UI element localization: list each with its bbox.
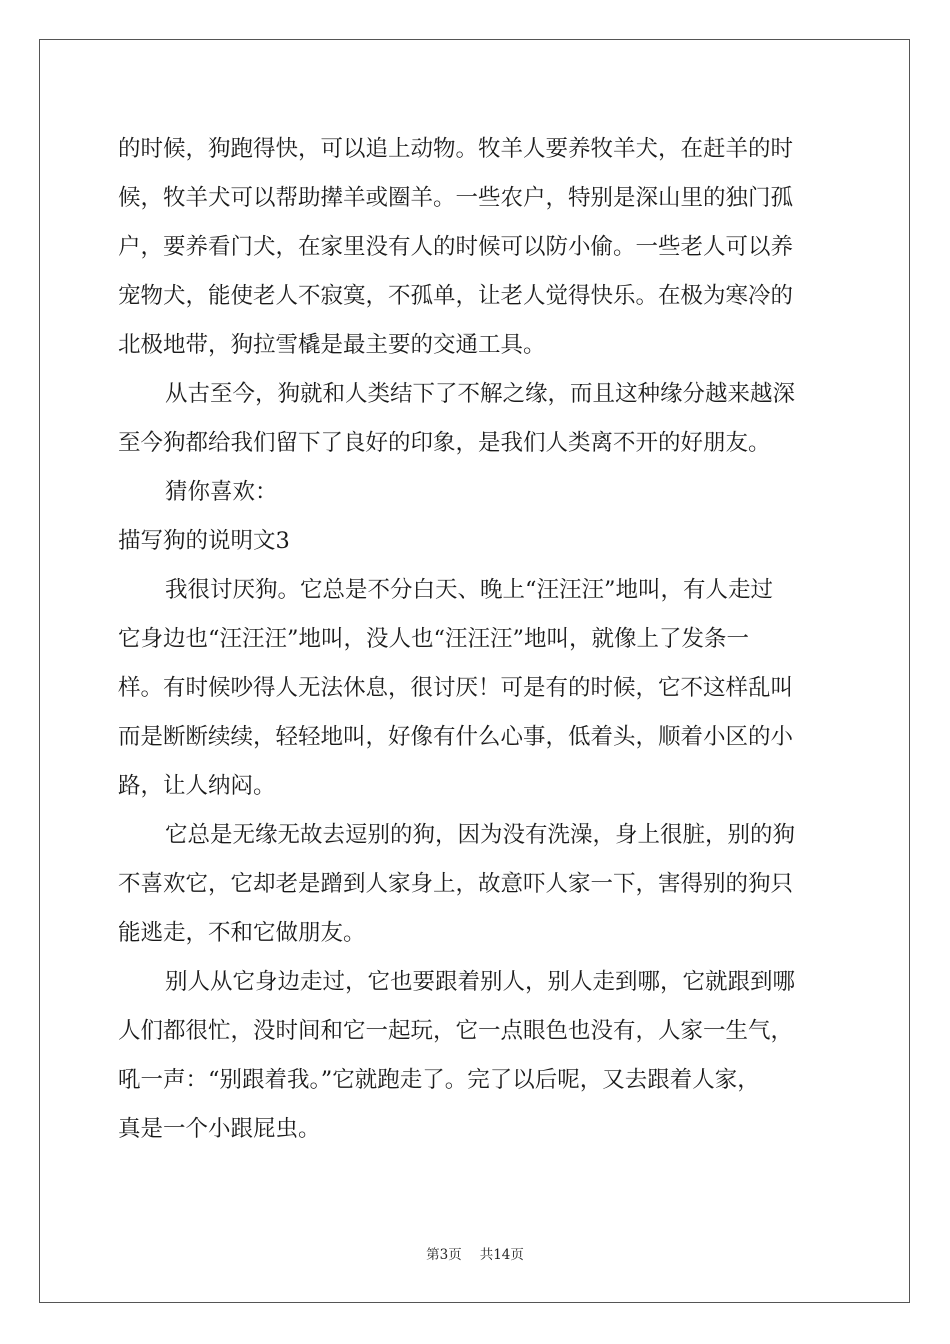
paragraph-line: 样。有时候吵得人无法休息，很讨厌！可是有的时候，它不这样乱叫 bbox=[118, 675, 794, 701]
paragraph-line: 真是一个小跟屁虫。 bbox=[118, 1116, 321, 1142]
page-footer bbox=[0, 1245, 950, 1265]
paragraph-line: 能逃走，不和它做朋友。 bbox=[118, 920, 366, 946]
paragraph-line: 宠物犬，能使老人不寂寞，不孤单，让老人觉得快乐。在极为寒冷的 bbox=[118, 283, 794, 309]
paragraph-line: 人们都很忙，没时间和它一起玩，它一点眼色也没有，人家一生气， bbox=[118, 1018, 794, 1044]
paragraph-line: 从古至今，狗就和人类结下了不解之缘，而且这种缘分越来越深 bbox=[165, 381, 796, 407]
paragraph-line: 户，要养看门犬，在家里没有人的时候可以防小偷。一些老人可以养 bbox=[118, 234, 794, 260]
paragraph-line: 不喜欢它，它却老是蹭到人家身上，故意吓人家一下，害得别的狗只 bbox=[118, 871, 794, 897]
paragraph-line: 的时候，狗跑得快，可以追上动物。牧羊人要养牧羊犬，在赶羊的时 bbox=[118, 136, 794, 162]
paragraph-line: 候，牧羊犬可以帮助撵羊或圈羊。一些农户，特别是深山里的独门孤 bbox=[118, 185, 794, 211]
paragraph-line: 我很讨厌狗。它总是不分白天、晚上“汪汪汪”地叫，有人走过 bbox=[165, 577, 774, 603]
paragraph-line: 它总是无缘无故去逗别的狗，因为没有洗澡，身上很脏，别的狗 bbox=[165, 822, 796, 848]
paragraph-line: 猜你喜欢： bbox=[165, 479, 278, 505]
section-heading: 描写狗的说明文3 bbox=[118, 528, 290, 554]
document-body bbox=[118, 125, 834, 1154]
paragraph-line: 别人从它身边走过，它也要跟着别人，别人走到哪，它就跟到哪 bbox=[165, 969, 796, 995]
page-total: 共14页 bbox=[479, 1247, 524, 1263]
paragraph-line: 北极地带，狗拉雪橇是最主要的交通工具。 bbox=[118, 332, 546, 358]
paragraph-line: 它身边也“汪汪汪”地叫，没人也“汪汪汪”地叫，就像上了发条一 bbox=[118, 626, 750, 652]
paragraph-line: 路，让人纳闷。 bbox=[118, 773, 276, 799]
paragraph-line: 而是断断续续，轻轻地叫，好像有什么心事，低着头，顺着小区的小 bbox=[118, 724, 794, 750]
paragraph-line: 吼一声：“别跟着我。”它就跑走了。完了以后呢，又去跟着人家， bbox=[118, 1067, 760, 1093]
paragraph-line: 至今狗都给我们留下了良好的印象，是我们人类离不开的好朋友。 bbox=[118, 430, 771, 456]
page-number: 第3页 bbox=[426, 1247, 462, 1263]
